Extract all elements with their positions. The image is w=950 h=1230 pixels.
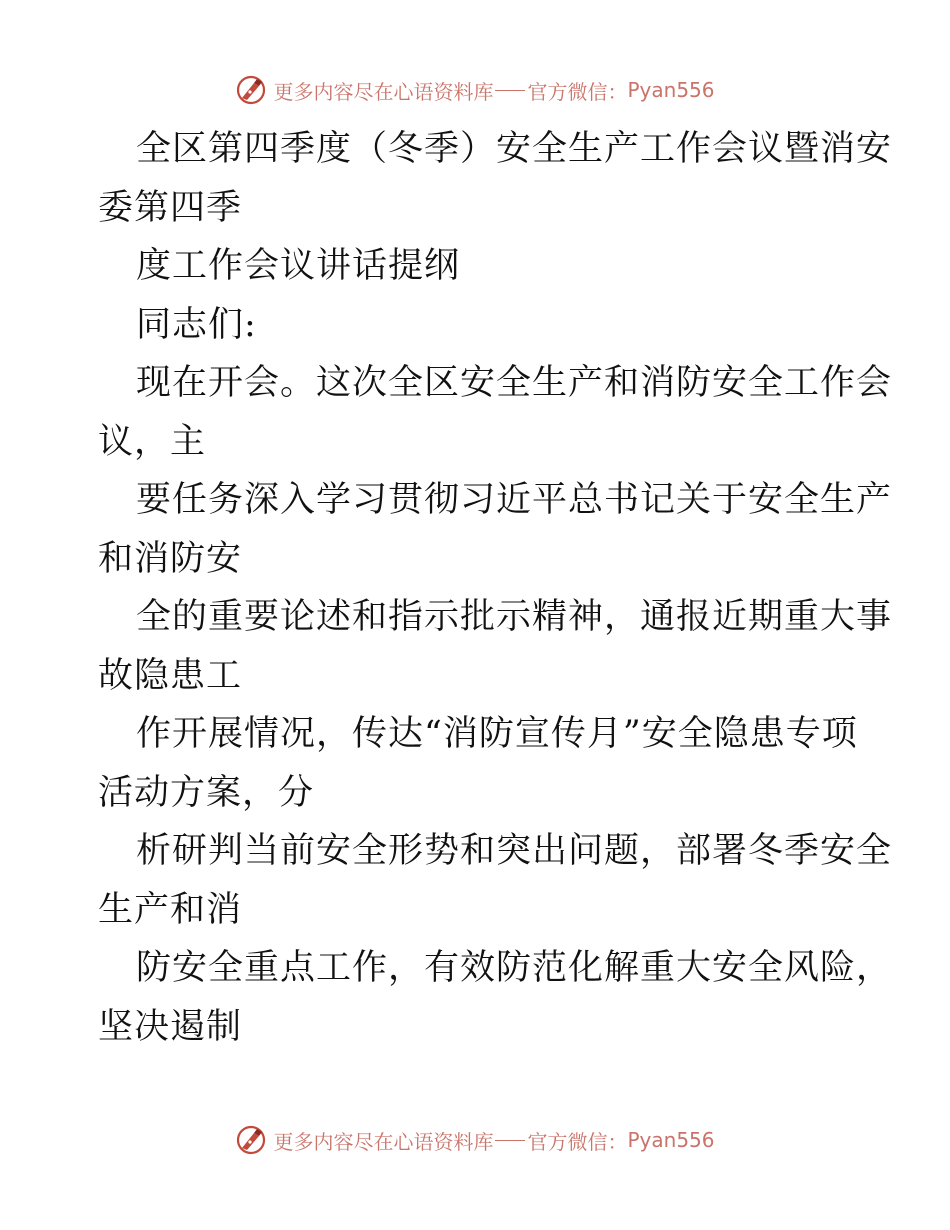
paragraph-line: 生产和消 (98, 889, 243, 930)
footer-banner (0, 1120, 950, 1160)
paragraph-line: 作开展情况，传达“消防宣传月”安全隐患专项 (136, 714, 858, 754)
banner-handle: Pyan556 (627, 78, 715, 102)
title-line-2: 委第四季 (98, 187, 243, 228)
banner-separator (495, 90, 525, 91)
paragraph-line: 全的重要论述和指示批示精神，通报近期重大事 (136, 597, 893, 637)
paragraph-line: 和消防安 (98, 538, 243, 579)
paragraph-line: 活动方案，分 (98, 772, 315, 813)
banner-wechat-label: 官方微信： (527, 1129, 628, 1154)
document-body (98, 120, 893, 1056)
banner-wechat-label: 官方微信： (527, 79, 628, 104)
pen-nib-logo-icon (235, 74, 267, 106)
header-banner (0, 70, 950, 110)
paragraph-line: 现在开会。这次全区安全生产和消防安全工作会 (136, 363, 893, 403)
banner-text: 更多内容尽在心语资料库 (273, 1129, 494, 1154)
paragraph-line: 故隐患工 (98, 655, 243, 696)
banner-handle: Pyan556 (627, 1128, 715, 1152)
banner-separator (495, 1140, 525, 1141)
salutation: 同志们: (136, 304, 257, 345)
paragraph-line: 议，主 (98, 421, 207, 462)
paragraph-line: 坚决遏制 (98, 1006, 243, 1047)
title-line-3: 度工作会议讲话提纲 (136, 246, 461, 286)
pen-nib-logo-icon (235, 1124, 267, 1156)
paragraph-line: 防安全重点工作，有效防范化解重大安全风险， (136, 948, 893, 988)
title-line-1: 全区第四季度（冬季）安全生产工作会议暨消安 (136, 129, 893, 169)
paragraph-line: 要任务深入学习贯彻习近平总书记关于安全生产 (136, 480, 893, 520)
paragraph-line: 析研判当前安全形势和突出问题，部署冬季安全 (136, 831, 893, 871)
banner-text: 更多内容尽在心语资料库 (273, 79, 494, 104)
